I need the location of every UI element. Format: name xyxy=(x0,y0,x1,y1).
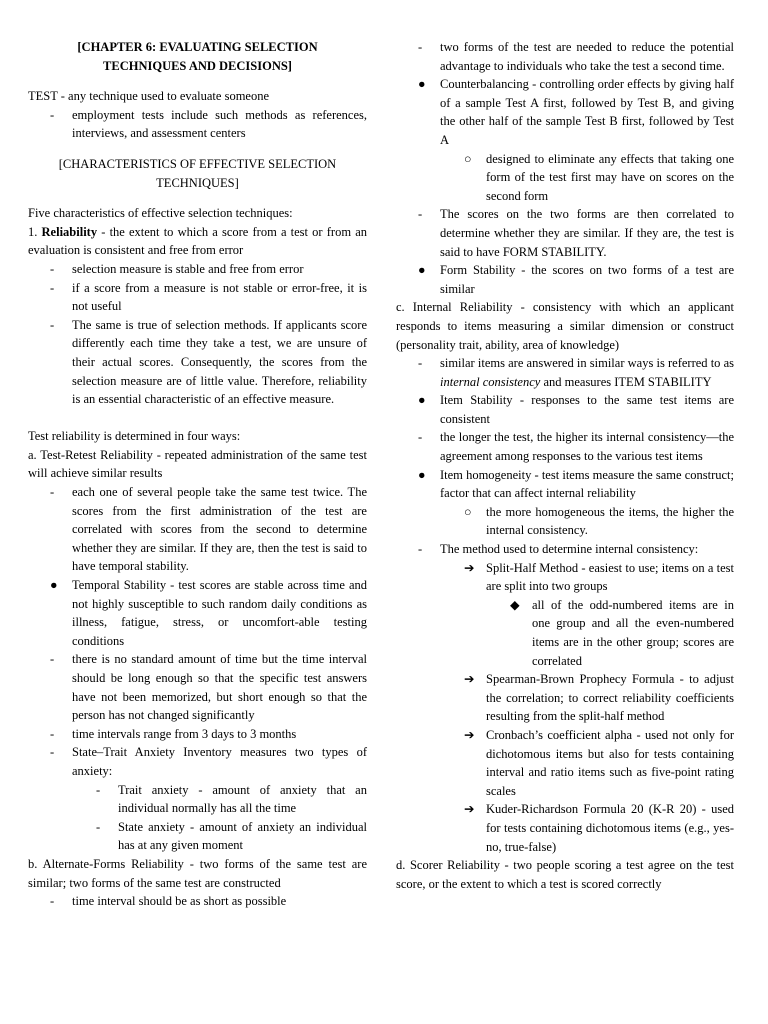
arrow-marker: ➔ xyxy=(464,672,475,687)
dash-marker: - xyxy=(418,356,423,371)
dash-marker: - xyxy=(50,261,55,276)
bullet-marker: ● xyxy=(418,393,426,408)
list-item xyxy=(28,316,367,409)
dash-marker: - xyxy=(418,40,423,54)
list-item-text: the longer the test, the higher its internal consistency—the agreement among responses to the various test items xyxy=(440,430,734,464)
list-item xyxy=(396,503,734,540)
list-item-text: and measures ITEM STABILITY xyxy=(540,374,712,389)
left-column xyxy=(28,38,367,911)
list-item xyxy=(28,781,367,818)
arrow-marker: ➔ xyxy=(464,560,475,575)
list-item xyxy=(396,540,734,559)
list-item-text: time interval should be as short as possible xyxy=(72,894,287,909)
dash-marker: - xyxy=(418,430,423,445)
list-item-text: Item homogeneity - test items measure the same construct; factor that can affect internal reliability xyxy=(440,467,734,501)
list-item-text: employment tests include such methods as references, interviews, and assessment centers xyxy=(72,107,367,141)
list-item xyxy=(28,743,367,780)
list-item xyxy=(28,818,367,855)
list-item xyxy=(28,483,367,576)
dash-marker: - xyxy=(50,894,55,909)
list-item xyxy=(396,354,734,391)
subsection-heading: d. Scorer Reliability - two people scoring a test agree on the test score, or the extent to which a test is scored correctly xyxy=(396,858,734,891)
subsection-heading: b. Alternate-Forms Reliability - two forms of the same test are similar; two forms of the same test are constructed xyxy=(28,856,367,890)
list-item xyxy=(396,596,734,670)
list-item-text: Cronbach’s coefficient alpha - used not only for dichotomous items but also for tests containing interval and ratio items such as five-point rating scales xyxy=(486,727,734,798)
dash-marker: - xyxy=(50,317,55,332)
section-heading: [CHARACTERISTICS OF EFFECTIVE SELECTION TECHNIQUES] xyxy=(58,156,337,190)
arrow-marker: ➔ xyxy=(464,727,475,742)
list-item xyxy=(28,106,367,143)
list-item xyxy=(396,466,734,503)
list-item-text: Spearman-Brown Prophecy Formula - to adjust the correlation; to correct reliability coefficients resulting from the split-half method xyxy=(486,672,734,724)
test-definition: TEST - any technique used to evaluate someone xyxy=(28,89,270,104)
list-item-text: selection measure is stable and free from error xyxy=(72,261,304,276)
list-item-text: Counterbalancing - controlling order effects by giving half of a sample Test A first, followed by Test B, and giving the other half of the sample Test B first, followed by Test A xyxy=(440,77,734,147)
dash-marker: - xyxy=(50,280,55,295)
dash-marker: - xyxy=(50,652,55,667)
dash-marker: - xyxy=(50,726,55,741)
list-item xyxy=(396,800,734,856)
list-item-text: The same is true of selection methods. If applicants score differently each time they take a test, we are unsure of their actual scores. Consequently, the scores from the selection measure are of little value. Therefore, reliability is an essential characteristic of an effective measure. xyxy=(72,317,367,407)
list-item xyxy=(396,75,734,149)
list-item xyxy=(28,892,367,911)
dash-marker: - xyxy=(418,542,423,557)
diamond-marker: ◆ xyxy=(510,597,520,612)
list-item-text: State anxiety - amount of anxiety an individual has at any given moment xyxy=(118,819,367,853)
definition-text: - the extent to which a score from a test or from an evaluation is consistent and free from error xyxy=(28,224,367,258)
dash-marker: - xyxy=(50,107,55,122)
list-item xyxy=(396,38,734,75)
list-item-text: there is no standard amount of time but the time interval should be long enough so that the specific test answers have not been memorized, but short enough so that the person has not changed significantly xyxy=(72,652,367,723)
list-item xyxy=(28,279,367,316)
list-item-text: similar items are answered in similar ways is referred to as xyxy=(440,356,734,371)
list-item-text: Form Stability - the scores on two forms of a test are similar xyxy=(440,263,734,296)
list-item-text: each one of several people take the same test twice. The scores from the first administration of the test are correlated with scores from the second to determine whether they are similar. If they are, then the test is said to have temporal stability. xyxy=(72,485,367,574)
list-item-text: State–Trait Anxiety Inventory measures two types of anxiety: xyxy=(72,745,367,778)
list-item-text: designed to eliminate any effects that taking one form of the test first may have on scores on the second form xyxy=(486,151,734,203)
list-item xyxy=(396,150,734,206)
list-item-text: two forms of the test are needed to reduce the potential advantage to individuals who take the test a second time. xyxy=(440,40,734,73)
list-item xyxy=(396,428,734,465)
list-item-text: The scores on the two forms are then correlated to determine whether they are similar. If they are, the test is said to have FORM STABILITY. xyxy=(440,207,734,259)
dash-marker: - xyxy=(418,207,423,222)
list-item-text: Item Stability - responses to the same test items are consistent xyxy=(440,393,734,426)
reliability-term: Reliability xyxy=(41,224,98,239)
list-item xyxy=(28,576,367,650)
dash-marker: - xyxy=(50,485,55,500)
arrow-marker: ➔ xyxy=(464,802,475,817)
list-item-text: Split-Half Method - easiest to use; items on a test are split into two groups xyxy=(486,560,734,594)
list-item xyxy=(396,261,734,298)
paragraph: Test reliability is determined in four ways: xyxy=(28,429,241,444)
subsection-heading: a. Test-Retest Reliability - repeated administration of the same test will achieve similar results xyxy=(28,447,367,481)
bullet-marker: ● xyxy=(418,77,426,92)
chapter-title: [CHAPTER 6: EVALUATING SELECTION TECHNIQUES AND DECISIONS] xyxy=(77,40,318,73)
bullet-marker: ● xyxy=(50,578,58,593)
bullet-marker: ● xyxy=(418,263,426,278)
list-item-text: Kuder-Richardson Formula 20 (K-R 20) - used for tests containing dichotomous items (e.g., yes-no, true-false) xyxy=(486,802,734,854)
list-item-text: all of the odd-numbered items are in one group and all the even-numbered items are in the other group; scores are correlated xyxy=(532,597,734,668)
subsection-heading: c. Internal Reliability - consistency with which an applicant responds to items measuring a similar dimension or construct (personality trait, ability, area of knowledge) xyxy=(396,300,734,352)
list-item xyxy=(28,260,367,279)
list-item xyxy=(396,559,734,596)
list-item-text: Temporal Stability - test scores are stable across time and not highly susceptible to such random daily conditions as illness, fatigue, stress, or uncomfort-able testing conditions xyxy=(72,578,367,648)
list-item-text: The method used to determine internal consistency: xyxy=(440,542,699,557)
list-item-text: if a score from a measure is not stable or error-free, it is not useful xyxy=(72,280,367,314)
reliability-definition xyxy=(28,223,367,260)
circle-marker: ○ xyxy=(464,151,472,166)
dash-marker: - xyxy=(96,819,101,834)
circle-marker: ○ xyxy=(464,504,472,519)
list-item-text: time intervals range from 3 days to 3 months xyxy=(72,726,297,741)
list-item-text: the more homogeneous the items, the higher the internal consistency. xyxy=(486,504,734,538)
list-item xyxy=(396,670,734,726)
right-column xyxy=(396,38,734,893)
list-item xyxy=(28,725,367,744)
list-item xyxy=(396,726,734,800)
dash-marker: - xyxy=(50,745,55,760)
list-item xyxy=(396,205,734,261)
dash-marker: - xyxy=(96,782,101,797)
paragraph: Five characteristics of effective selection techniques: xyxy=(28,206,293,221)
italic-term: internal consistency xyxy=(440,374,541,389)
list-item xyxy=(396,391,734,428)
list-item-text: Trait anxiety - amount of anxiety that an individual normally has all the time xyxy=(118,782,367,816)
list-item xyxy=(28,650,367,724)
bullet-marker: ● xyxy=(418,467,426,482)
item-number: 1. xyxy=(28,224,42,239)
